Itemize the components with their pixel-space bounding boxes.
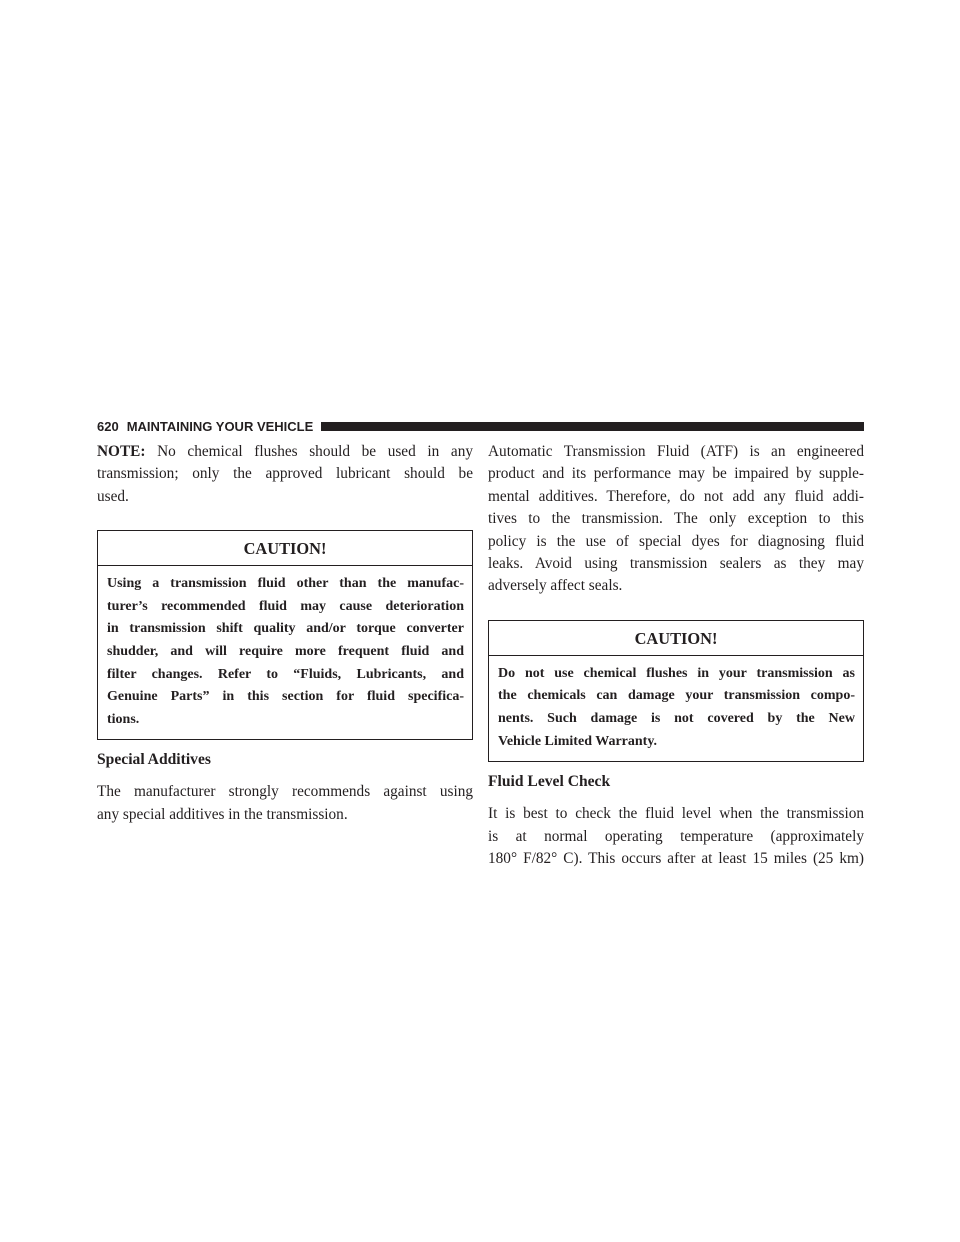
caution-title: CAUTION! <box>489 621 863 656</box>
header-rule <box>321 422 864 431</box>
special-additives-paragraph: The manufacturer strongly recommends against using any special additives in the transmission. <box>97 783 473 823</box>
caution-title: CAUTION! <box>98 531 472 566</box>
note-label: NOTE: <box>97 443 146 460</box>
section-title: MAINTAINING YOUR VEHICLE <box>126 418 314 434</box>
right-column <box>488 441 864 870</box>
caution-box-transmission-fluid <box>97 530 473 740</box>
caution-box-chemical-flushes <box>488 620 864 762</box>
page-number: 620 <box>97 418 119 434</box>
note-paragraph: NOTE: No chemical flushes should be used in any transmission; only the approved lubricant should be used. <box>97 443 473 505</box>
caution-text: Do not use chemical flushes in your transmission as the chemicals can damage your transmission compo- nents. Such damage is not covered by the New Vehicle Limited Warranty. <box>498 665 855 749</box>
left-column <box>97 441 473 826</box>
fluid-level-paragraph: It is best to check the fluid level when the transmission is at normal operating temperature (approximately 180° F/82° C). This occurs after at least 15 miles (25 km) <box>488 805 864 868</box>
page-header <box>97 417 864 435</box>
caution-text: Using a transmission fluid other than the manufac- turer’s recommended fluid may cause deterioration in transmission shift quality and/or torque converter shudder, and will require more frequent fluid and filter changes. Refer to “Fluids, Lubricants, and Genuine Parts” in this section for fluid specifica- tions. <box>107 576 464 727</box>
atf-paragraph: Automatic Transmission Fluid (ATF) is an engineered product and its performance may be impaired by supple- mental additives. Therefore, do not add any fluid addi- tives to the transmission. The only exception to this policy is the use of special dyes for diagnosing fluid leaks. Avoid using transmission sealers as they may adversely affect seals. <box>488 443 864 595</box>
heading-special-additives: Special Additives <box>97 751 211 769</box>
heading-fluid-level-check: Fluid Level Check <box>488 773 611 791</box>
